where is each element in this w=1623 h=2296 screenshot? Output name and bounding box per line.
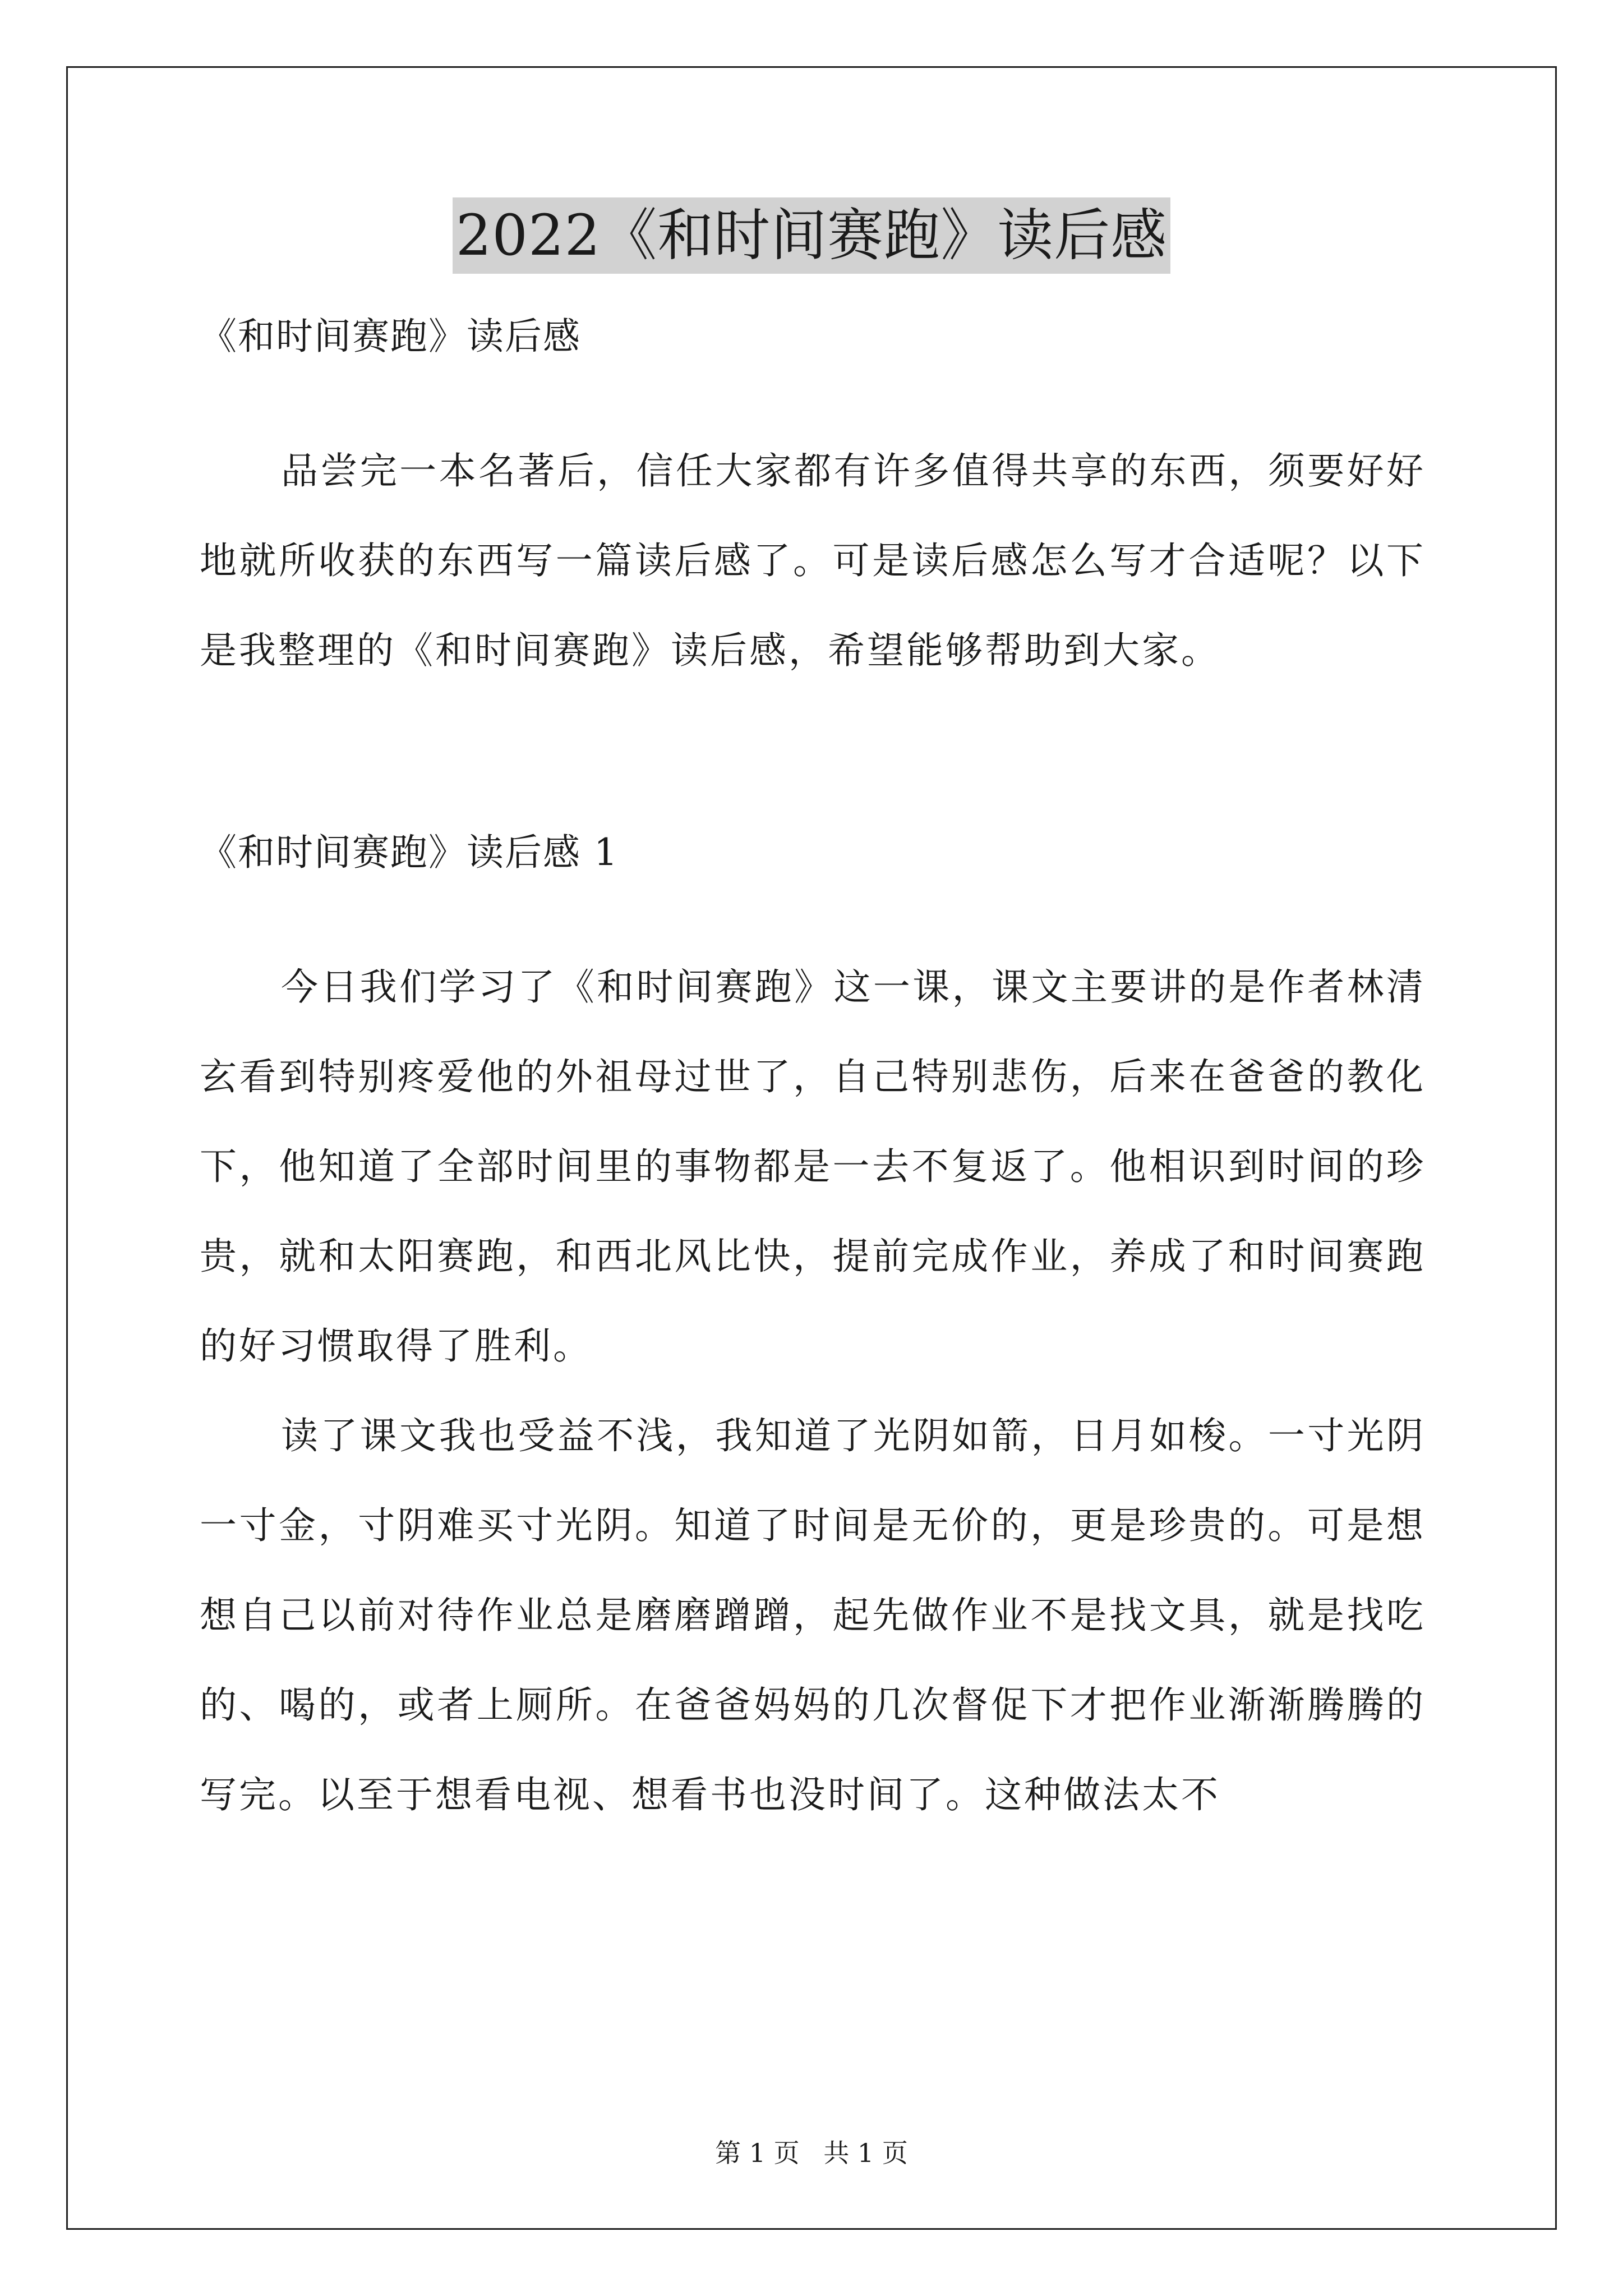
spacer bbox=[200, 875, 1426, 942]
intro-heading: 《和时间赛跑》读后感 bbox=[200, 315, 581, 358]
section1-paragraph-1: 今日我们学习了《和时间赛跑》这一课，课文主要讲的是作者林清玄看到特别疼爱他的外祖母过世了，自己特别悲伤，后来在爸爸的教化下，他知道了全部时间里的事物都是一去不复返了。他相识到时间的珍贵，就和太阳赛跑，和西北风比快，提前完成作业，养成了和时间赛跑的好习惯取得了胜利。 bbox=[200, 965, 1426, 1368]
page-number: 第 1 页 bbox=[715, 2138, 800, 2168]
page-total: 共 1 页 bbox=[823, 2138, 908, 2168]
document-title: 2022《和时间赛跑》读后感 bbox=[453, 197, 1171, 274]
document-body bbox=[200, 314, 1426, 1840]
spacer bbox=[200, 359, 1426, 426]
title-container bbox=[0, 197, 1623, 274]
section1-heading: 《和时间赛跑》读后感 1 bbox=[200, 831, 619, 874]
page-footer bbox=[0, 2136, 1623, 2170]
intro-paragraph: 品尝完一本名著后，信任大家都有许多值得共享的东西，须要好好地就所收获的东西写一篇读后感了。可是读后感怎么写才合适呢？以下是我整理的《和时间赛跑》读后感，希望能够帮助到大家。 bbox=[200, 449, 1426, 672]
section1-paragraph-2: 读了课文我也受益不浅，我知道了光阴如箭，日月如梭。一寸光阴一寸金，寸阴难买寸光阴。知道了时间是无价的，更是珍贵的。可是想想自己以前对待作业总是磨磨蹭蹭，起先做作业不是找文具，就是找吃的、喝的，或者上厕所。在爸爸妈妈的几次督促下才把作业渐渐腾腾的写完。以至于想看电视、想看书也没时间了。这种做法太不 bbox=[200, 1414, 1426, 1816]
spacer bbox=[200, 696, 1426, 830]
